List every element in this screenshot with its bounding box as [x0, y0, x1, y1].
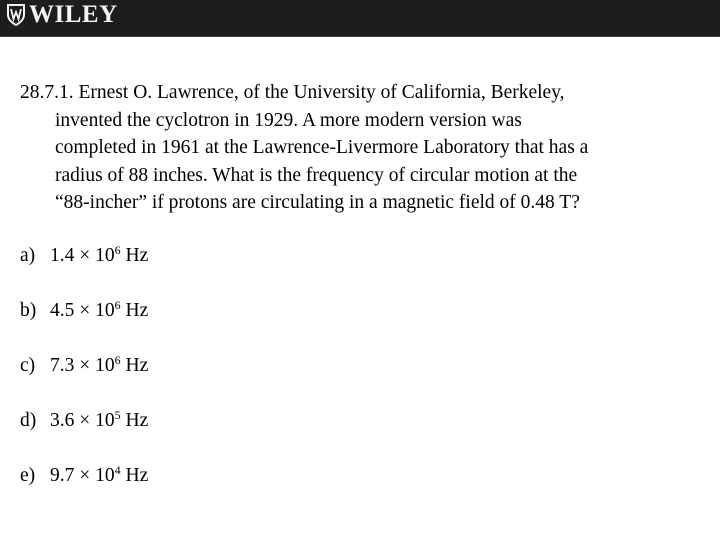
choice-exponent: 4 — [114, 463, 121, 477]
choice-exponent: 6 — [114, 243, 121, 257]
answer-choice-c[interactable] — [20, 354, 148, 379]
choice-unit: Hz — [120, 355, 149, 376]
choice-exponent: 5 — [114, 408, 121, 422]
choice-unit: Hz — [120, 245, 149, 266]
answer-choice-d[interactable] — [20, 409, 148, 434]
answer-choice-a[interactable] — [20, 244, 148, 269]
choice-mantissa: 4.5 × 10 — [50, 300, 115, 321]
choice-label: c) — [20, 355, 36, 376]
choice-unit: Hz — [120, 465, 149, 486]
choice-mantissa: 1.4 × 10 — [50, 245, 115, 266]
choice-unit: Hz — [120, 300, 149, 321]
choice-label: e) — [20, 465, 36, 486]
answer-choice-b[interactable] — [20, 299, 148, 324]
choice-label: d) — [20, 410, 37, 431]
question-line: “88-incher” if protons are circulating in a magnetic field of 0.48 T? — [55, 192, 580, 213]
choice-mantissa: 9.7 × 10 — [50, 465, 115, 486]
wiley-shield-icon — [6, 3, 26, 27]
choice-unit: Hz — [120, 410, 149, 431]
choice-mantissa: 3.6 × 10 — [50, 410, 115, 431]
answer-choice-e[interactable] — [20, 464, 148, 489]
wiley-logo — [6, 2, 118, 28]
logo-text: WILEY — [29, 1, 118, 28]
choice-label: b) — [20, 300, 37, 321]
choice-exponent: 6 — [114, 298, 121, 312]
choice-exponent: 6 — [114, 353, 121, 367]
choice-label: a) — [20, 245, 36, 266]
question-line: invented the cyclotron in 1929. A more modern version was — [55, 109, 522, 131]
header-bar — [0, 0, 720, 37]
question-line: completed in 1961 at the Lawrence-Livermore Laboratory that has a — [55, 137, 589, 158]
question-text — [20, 79, 700, 217]
question-line: radius of 88 inches. What is the frequency of circular motion at the — [55, 164, 578, 186]
choice-mantissa: 7.3 × 10 — [50, 355, 115, 376]
question-line: 28.7.1. Ernest O. Lawrence, of the University of California, Berkeley, — [20, 82, 565, 103]
